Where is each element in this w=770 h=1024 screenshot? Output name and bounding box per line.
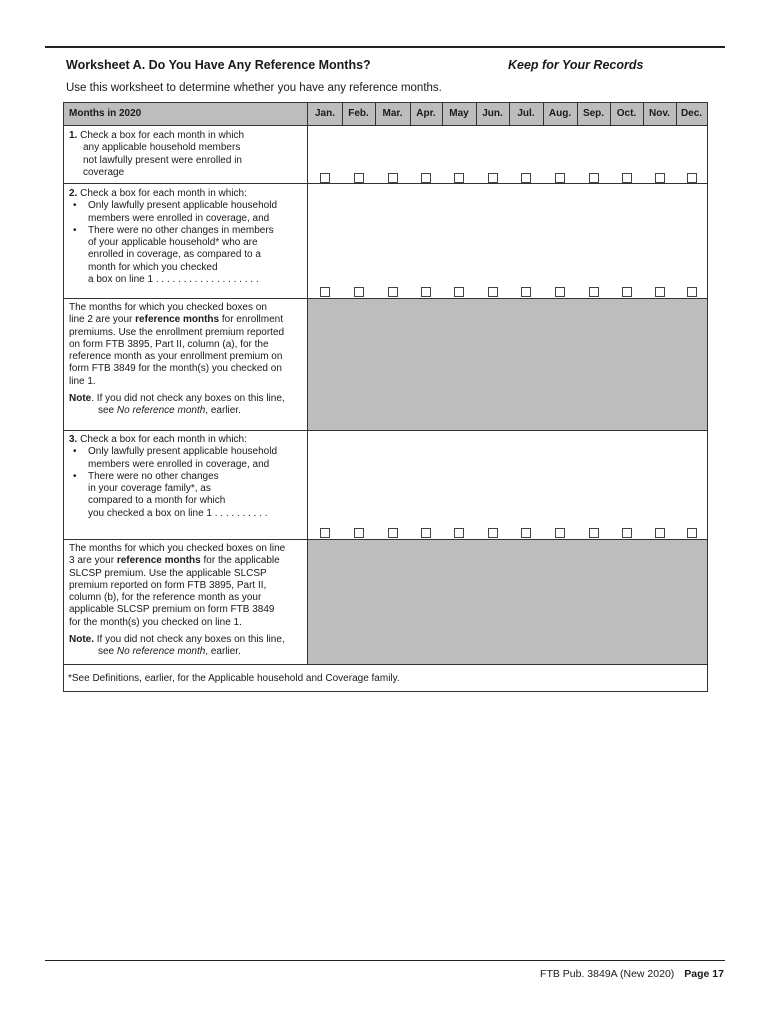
month-header: Apr. bbox=[410, 103, 442, 125]
intro-text: Use this worksheet to determine whether you have any reference months. bbox=[66, 82, 442, 94]
ref-2-text: for the applicable bbox=[200, 555, 280, 567]
shaded-block-1 bbox=[308, 298, 707, 430]
month-header: Jan. bbox=[308, 103, 342, 125]
line-2-checkbox[interactable] bbox=[488, 287, 498, 297]
line-2-checkbox[interactable] bbox=[589, 287, 599, 297]
month-header: Aug. bbox=[543, 103, 577, 125]
line-2-bullet-text: Only lawfully present applicable household bbox=[88, 200, 278, 212]
line-3-bullet-text: compared to a month for which bbox=[88, 495, 226, 507]
line-3-bullet-text: There were no other changes bbox=[88, 470, 219, 482]
divider bbox=[64, 125, 707, 126]
top-rule bbox=[45, 46, 725, 48]
note-italic: No reference month bbox=[116, 405, 206, 417]
bullet-icon: • bbox=[73, 224, 77, 236]
column-divider bbox=[610, 103, 611, 125]
footnote: *See Definitions, earlier, for the Applicable household and Coverage family. bbox=[68, 673, 400, 684]
ref-2-text: SLCSP premium. Use the applicable SLCSP bbox=[69, 567, 267, 579]
column-divider bbox=[410, 103, 411, 125]
line-3-checkbox[interactable] bbox=[421, 528, 431, 538]
divider bbox=[64, 183, 707, 184]
line-3-checkbox[interactable] bbox=[488, 528, 498, 538]
line-2-checkbox[interactable] bbox=[655, 287, 665, 297]
note-italic: No reference month bbox=[116, 646, 206, 658]
line-3-checkbox[interactable] bbox=[521, 528, 531, 538]
line-2-bullet-text: of your applicable household* who are bbox=[88, 237, 258, 249]
ref-1-text: reference month as your enrollment premium on bbox=[69, 351, 283, 363]
ref-2-text: applicable SLCSP premium on form FTB 3849 bbox=[69, 604, 275, 616]
ref-1-text: line 2 are your bbox=[69, 314, 136, 326]
month-header: May bbox=[442, 103, 476, 125]
line-1-checkbox[interactable] bbox=[622, 173, 632, 183]
ref-1-text: The months for which you checked boxes on bbox=[69, 302, 267, 313]
line-3-checkbox[interactable] bbox=[555, 528, 565, 538]
ref-2-bold: reference months bbox=[116, 555, 201, 567]
divider bbox=[64, 430, 707, 431]
line-1-checkbox[interactable] bbox=[454, 173, 464, 183]
ref-1-text: on form FTB 3895, Part II, column (a), for the bbox=[69, 338, 269, 350]
line-1-checkbox[interactable] bbox=[320, 173, 330, 183]
ref-1-text: for enrollment bbox=[219, 314, 283, 326]
line-1-number: 1. bbox=[69, 130, 78, 141]
keep-for-records: Keep for Your Records bbox=[508, 58, 644, 72]
line-3-bullet-text: Only lawfully present applicable household bbox=[88, 446, 278, 458]
month-header: Jul. bbox=[509, 103, 543, 125]
reference-months-block-1 bbox=[64, 302, 307, 418]
page-number: Page 17 bbox=[684, 968, 724, 980]
worksheet-title: Worksheet A. Do You Have Any Reference Months? bbox=[66, 58, 371, 72]
line-3-bullet-text: in your coverage family*, as bbox=[88, 483, 211, 495]
line-1-label bbox=[64, 130, 307, 179]
month-header: Nov. bbox=[643, 103, 676, 125]
column-divider bbox=[509, 103, 510, 125]
month-header: Jun. bbox=[476, 103, 509, 125]
divider bbox=[64, 298, 707, 299]
line-2-checkbox[interactable] bbox=[687, 287, 697, 297]
note-text: , earlier. bbox=[205, 646, 241, 658]
line-3-bullet-text: you checked a box on line 1 . . . . . . . . . . bbox=[88, 507, 268, 519]
line-3-text: Check a box for each month in which: bbox=[80, 434, 247, 445]
column-divider bbox=[543, 103, 544, 125]
ref-2-text: premium reported on form FTB 3895, Part II, bbox=[69, 579, 267, 591]
line-3-bullet-text: members were enrolled in coverage, and bbox=[88, 458, 270, 470]
month-header: Oct. bbox=[610, 103, 643, 125]
line-2-checkbox[interactable] bbox=[521, 287, 531, 297]
line-1-checkbox[interactable] bbox=[555, 173, 565, 183]
publication-id: FTB Pub. 3849A (New 2020) bbox=[540, 968, 675, 980]
bullet-icon: • bbox=[73, 200, 77, 212]
month-header: Dec. bbox=[676, 103, 707, 125]
column-divider bbox=[307, 103, 308, 664]
ref-1-text: premiums. Use the enrollment premium reported bbox=[69, 326, 285, 338]
ref-2-text: 3 are your bbox=[69, 555, 117, 567]
ref-2-text: for the month(s) you checked on line 1. bbox=[69, 616, 242, 628]
bullet-icon: • bbox=[73, 470, 77, 482]
page-footer bbox=[540, 968, 724, 980]
line-3-checkbox[interactable] bbox=[687, 528, 697, 538]
note-text: , earlier. bbox=[205, 405, 241, 417]
line-3-label bbox=[64, 434, 307, 520]
line-1-checkbox[interactable] bbox=[388, 173, 398, 183]
month-header: Sep. bbox=[577, 103, 610, 125]
line-2-bullet-text: a box on line 1 . . . . . . . . . . . . . . . . . . . bbox=[88, 274, 259, 286]
line-1-checkbox[interactable] bbox=[589, 173, 599, 183]
ref-2-text: The months for which you checked boxes on line bbox=[69, 543, 286, 554]
line-2-bullet-text: There were no other changes in members bbox=[88, 224, 274, 236]
line-1-text: Check a box for each month in which bbox=[80, 130, 245, 141]
divider bbox=[64, 664, 707, 665]
line-2-bullet-text: month for which you checked bbox=[88, 261, 218, 273]
bullet-icon: • bbox=[73, 446, 77, 458]
line-3-checkbox[interactable] bbox=[454, 528, 464, 538]
reference-months-block-2 bbox=[64, 543, 307, 659]
line-1-checkbox[interactable] bbox=[687, 173, 697, 183]
note-text: see bbox=[98, 646, 117, 658]
line-2-text: Check a box for each month in which: bbox=[80, 188, 247, 199]
line-3-checkbox[interactable] bbox=[354, 528, 364, 538]
line-3-number: 3. bbox=[69, 434, 78, 445]
line-1-checkbox[interactable] bbox=[354, 173, 364, 183]
shaded-block-2 bbox=[308, 539, 707, 664]
line-3-checkbox[interactable] bbox=[320, 528, 330, 538]
line-1-checkbox[interactable] bbox=[521, 173, 531, 183]
column-divider bbox=[476, 103, 477, 125]
note-text: If you did not check any boxes on this line, bbox=[94, 634, 285, 646]
months-header-label: Months in 2020 bbox=[64, 103, 307, 125]
line-2-bullet-text: members were enrolled in coverage, and bbox=[88, 212, 270, 224]
column-divider bbox=[577, 103, 578, 125]
line-2-label bbox=[64, 188, 307, 286]
line-3-checkbox[interactable] bbox=[622, 528, 632, 538]
line-2-number: 2. bbox=[69, 188, 78, 199]
column-divider bbox=[676, 103, 677, 125]
line-3-checkbox[interactable] bbox=[388, 528, 398, 538]
divider bbox=[64, 539, 707, 540]
ref-2-text: column (b), for the reference month as your bbox=[69, 592, 262, 604]
line-1-checkbox[interactable] bbox=[488, 173, 498, 183]
line-2-checkbox[interactable] bbox=[388, 287, 398, 297]
worksheet-table bbox=[63, 102, 708, 692]
line-1-text: not lawfully present were enrolled in bbox=[83, 154, 242, 166]
line-1-checkbox[interactable] bbox=[421, 173, 431, 183]
column-divider bbox=[342, 103, 343, 125]
line-1-text: coverage bbox=[83, 166, 125, 178]
line-1-checkbox[interactable] bbox=[655, 173, 665, 183]
month-header: Feb. bbox=[342, 103, 375, 125]
line-2-checkbox[interactable] bbox=[622, 287, 632, 297]
column-divider bbox=[442, 103, 443, 125]
line-2-checkbox[interactable] bbox=[555, 287, 565, 297]
line-2-checkbox[interactable] bbox=[454, 287, 464, 297]
line-2-checkbox[interactable] bbox=[421, 287, 431, 297]
column-divider bbox=[375, 103, 376, 125]
line-3-checkbox[interactable] bbox=[655, 528, 665, 538]
line-2-checkbox[interactable] bbox=[320, 287, 330, 297]
line-1-text: any applicable household members bbox=[83, 142, 241, 154]
note-label: Note. bbox=[69, 634, 94, 646]
note-text: see bbox=[98, 405, 117, 417]
line-2-checkbox[interactable] bbox=[354, 287, 364, 297]
note-label: Note bbox=[69, 393, 92, 405]
ref-1-text: line 1. bbox=[69, 375, 96, 387]
ref-1-bold: reference months bbox=[135, 314, 220, 326]
note-text: . If you did not check any boxes on this line, bbox=[91, 393, 285, 405]
column-divider bbox=[643, 103, 644, 125]
line-3-checkbox[interactable] bbox=[589, 528, 599, 538]
bottom-rule bbox=[45, 960, 725, 961]
ref-1-text: form FTB 3849 for the month(s) you checked on bbox=[69, 363, 282, 375]
line-2-bullet-text: enrolled in coverage, as compared to a bbox=[88, 249, 261, 261]
month-header: Mar. bbox=[375, 103, 410, 125]
